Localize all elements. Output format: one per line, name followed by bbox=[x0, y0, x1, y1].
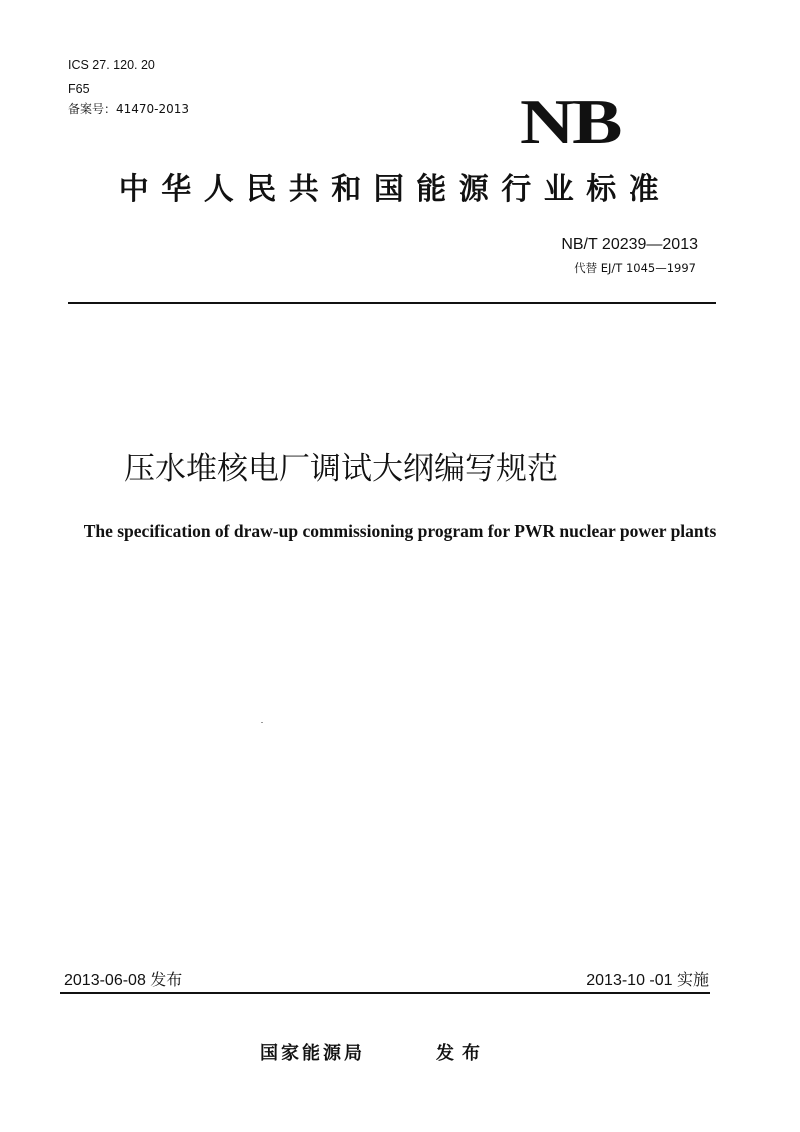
standard-category: 中华人民共和国能源行业标准 bbox=[118, 172, 672, 207]
filing-number: 备案号：41470-2013 bbox=[68, 102, 190, 116]
ics-code: ICS 27. 120. 20 bbox=[68, 58, 155, 72]
replaces-standard: 代替 EJ/T 1045—1997 bbox=[574, 261, 696, 275]
nb-logo: NB bbox=[520, 86, 621, 157]
footer-divider bbox=[60, 992, 710, 994]
document-title-english: The specification of draw-up commissioning program for PWR nuclear power plants bbox=[83, 521, 717, 541]
scan-speck bbox=[261, 722, 263, 723]
document-title-chinese: 压水堆核电厂调试大纲编写规范 bbox=[124, 451, 558, 487]
standard-number: NB/T 20239—2013 bbox=[561, 236, 698, 253]
implementation-date: 2013-10 -01 实施 bbox=[586, 972, 709, 989]
header-divider bbox=[68, 302, 716, 304]
issue-date: 2013-06-08 发布 bbox=[64, 972, 183, 989]
publisher-name: 国家能源局 bbox=[260, 1043, 365, 1064]
classification-code: F65 bbox=[68, 82, 90, 96]
publisher-action: 发布 bbox=[436, 1043, 488, 1064]
